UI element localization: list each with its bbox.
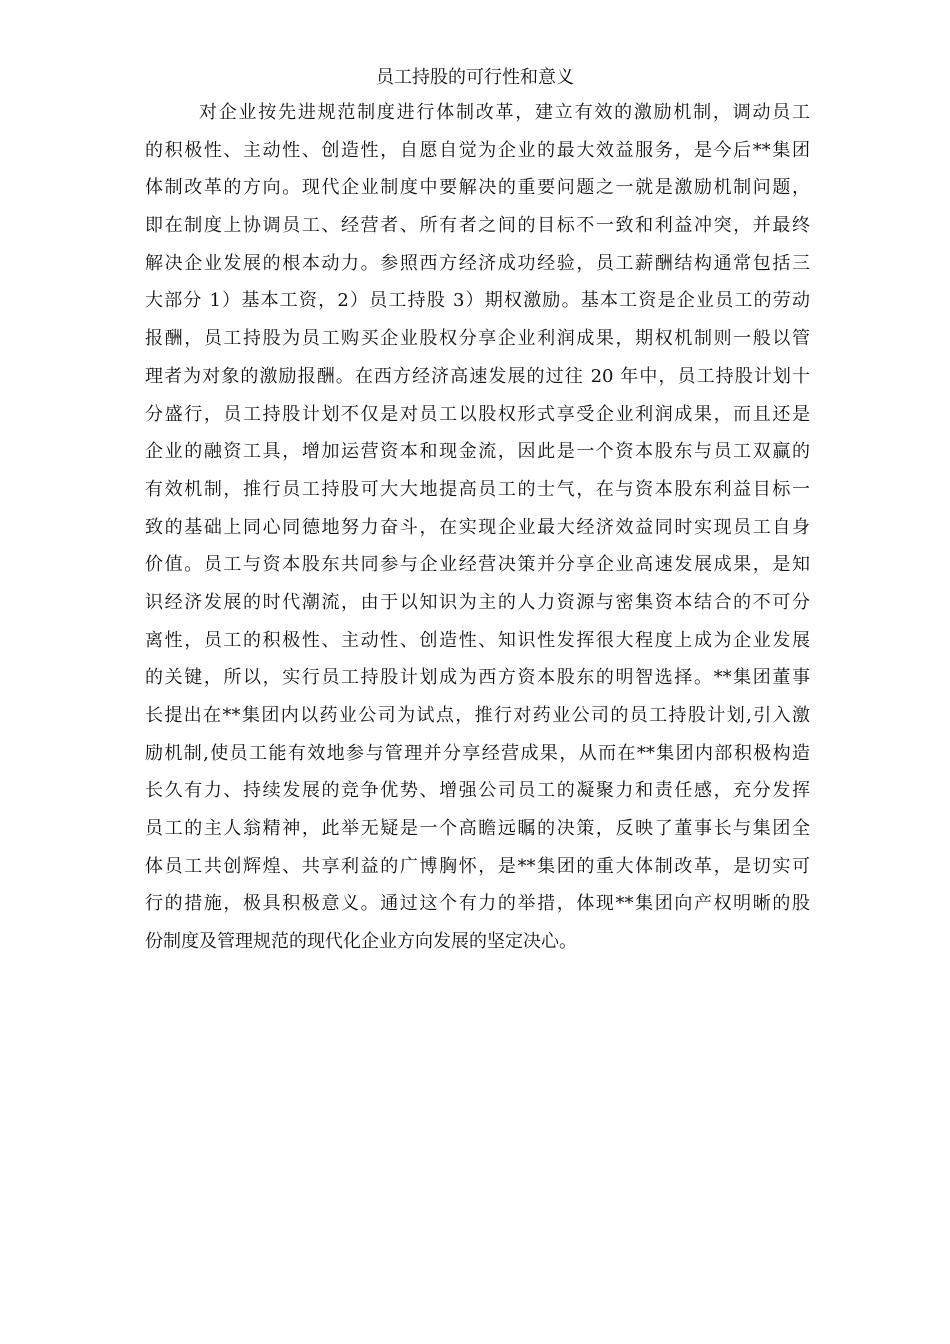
- body-line: 即在制度上协调员工、经营者、所有者之间的目标不一致和利益冲突，并最终: [145, 215, 810, 237]
- body-line: 的积极性、主动性、创造性，自愿自觉为企业的最大效益服务，是今后**集团: [145, 139, 810, 161]
- body-line: 企业的融资工具，增加运营资本和现金流，因此是一个资本股东与员工双赢的: [145, 441, 810, 463]
- body-line: 大部分 1）基本工资，2）员工持股 3）期权激励。基本工资是企业员工的劳动: [145, 290, 810, 312]
- body-line: 长久有力、持续发展的竞争优势、增强公司员工的凝聚力和责任感，充分发挥: [145, 780, 810, 802]
- body-line: 识经济发展的时代潮流，由于以知识为主的人力资源与密集资本结合的不可分: [145, 591, 810, 613]
- body-line: 致的基础上同心同德地努力奋斗，在实现企业最大经济效益同时实现员工自身: [145, 516, 810, 538]
- body-line: 员工的主人翁精神，此举无疑是一个高瞻远瞩的决策，反映了董事长与集团全: [145, 818, 810, 840]
- body-line: 行的措施，极具积极意义。通过这个有力的举措，体现**集团向产权明晰的股: [145, 893, 810, 915]
- body-line: 有效机制，推行员工持股可大大地提高员工的士气，在与资本股东利益目标一: [145, 478, 810, 500]
- body-line: 份制度及管理规范的现代化企业方向发展的坚定决心。: [145, 931, 577, 953]
- body-line: 解决企业发展的根本动力。参照西方经济成功经验，员工薪酬结构通常包括三: [145, 252, 810, 274]
- body-line: 长提出在**集团内以药业公司为试点，推行对药业公司的员工持股计划,引入激: [145, 705, 810, 726]
- body-line: 体制改革的方向。现代企业制度中要解决的重要问题之一就是激励机制问题，: [145, 177, 810, 199]
- document-title: 员工持股的可行性和意义: [376, 67, 574, 88]
- body-line: 报酬，员工持股为员工购买企业股权分享企业利润成果，期权机制则一般以管: [145, 328, 810, 350]
- body-line: 理者为对象的激励报酬。在西方经济高速发展的过往 20 年中，员工持股计划十: [145, 365, 810, 387]
- body-line: 体员工共创辉煌、共享利益的广博胸怀，是**集团的重大体制改革，是切实可: [145, 855, 810, 877]
- body-line: 对企业按先进规范制度进行体制改革，建立有效的激励机制，调动员工: [199, 102, 810, 123]
- body-line: 励机制,使员工能有效地参与管理并分享经营成果，从而在**集团内部积极构造: [145, 742, 810, 764]
- body-line: 分盛行，员工持股计划不仅是对员工以股权形式享受企业利润成果，而且还是: [145, 403, 810, 425]
- body-line: 价值。员工与资本股东共同参与企业经营决策并分享企业高速发展成果，是知: [145, 554, 810, 576]
- body-line: 的关键，所以，实行员工持股计划成为西方资本股东的明智选择。**集团董事: [145, 667, 810, 689]
- document-body: [145, 94, 810, 961]
- body-line: 离性，员工的积极性、主动性、创造性、知识性发挥很大程度上成为企业发展: [145, 629, 810, 651]
